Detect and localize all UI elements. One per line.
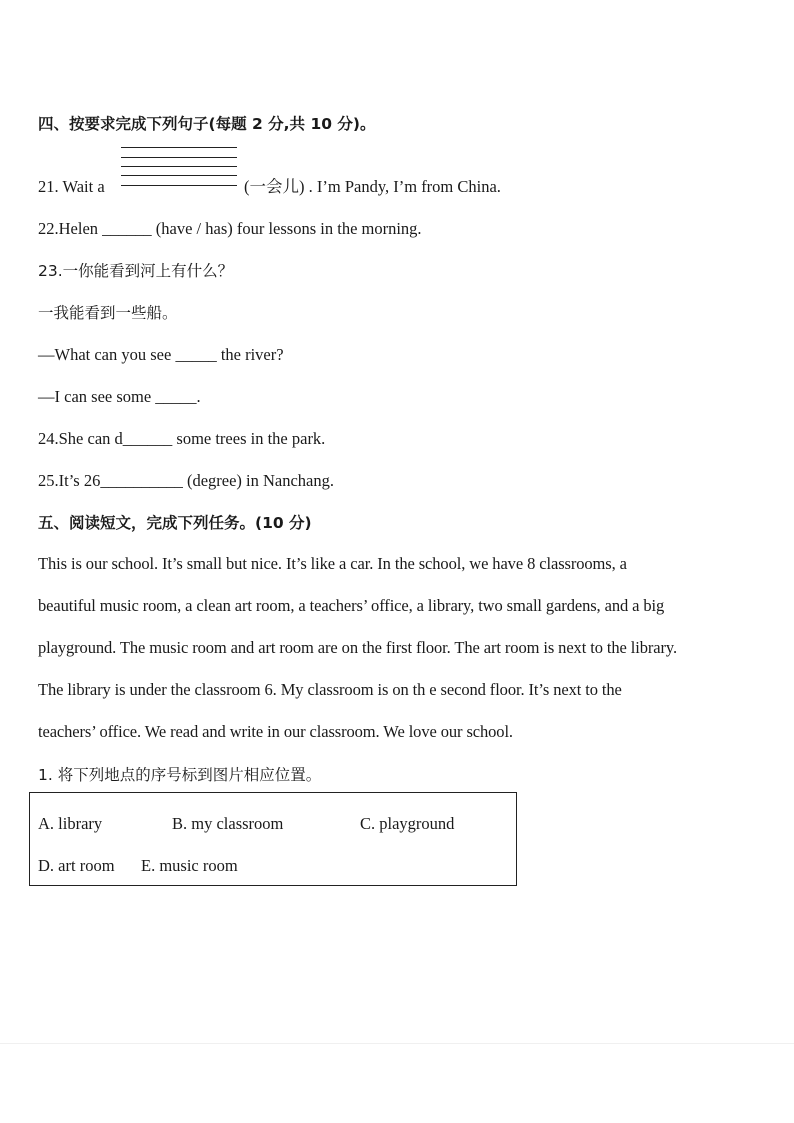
answer-blank-lines: [121, 147, 237, 187]
page-bottom-divider: [0, 1043, 794, 1044]
section-five-heading: 五、阅读短文，完成下列任务。(10 分): [38, 514, 312, 532]
option-d: D. art room: [38, 856, 115, 875]
option-a: A. library: [38, 814, 103, 833]
blank-line: [121, 157, 237, 158]
reading-passage: [38, 543, 768, 753]
option-b: B. my classroom: [172, 814, 284, 833]
question-24: 24.She can d______ some trees in the park.: [38, 429, 326, 448]
option-e: E. music room: [141, 856, 238, 875]
question-22: 22.Helen ______ (have / has) four lessons in the morning.: [38, 219, 422, 238]
blank-line: [121, 175, 237, 176]
question-21-suffix: (一会儿) . I’m Pandy, I’m from China.: [244, 177, 501, 196]
question-23-en-question: —What can you see _____ the river?: [38, 345, 284, 364]
blank-line: [121, 185, 237, 186]
section-four-heading: 四、按要求完成下列句子(每题 2 分,共 10 分)。: [38, 115, 376, 133]
passage-line: teachers’ office. We read and write in our classroom. We love our school.: [38, 722, 513, 741]
options-box: [29, 792, 517, 886]
question-23-en-answer: —I can see some _____.: [38, 387, 201, 406]
option-c: C. playground: [360, 814, 455, 833]
blank-line: [121, 147, 237, 148]
passage-line: playground. The music room and art room are on the first floor. The art room is next to the library.: [38, 638, 677, 657]
question-23-cn-question: 23.一你能看到河上有什么？: [38, 262, 234, 280]
passage-line: beautiful music room, a clean art room, a teachers’ office, a library, two small gardens, and a big: [38, 596, 665, 615]
blank-line: [121, 166, 237, 167]
question-25: 25.It’s 26__________ (degree) in Nanchang.: [38, 471, 335, 490]
question-21-prefix: 21. Wait a: [38, 177, 105, 196]
question-23-cn-answer: 一我能看到一些船。: [38, 304, 178, 322]
task-1-instruction: 1. 将下列地点的序号标到图片相应位置。: [38, 766, 322, 784]
passage-line: The library is under the classroom 6. My classroom is on th e second floor. It’s next to the: [38, 680, 622, 699]
passage-line: This is our school. It’s small but nice. It’s like a car. In the school, we have 8 classrooms, a: [38, 554, 627, 573]
